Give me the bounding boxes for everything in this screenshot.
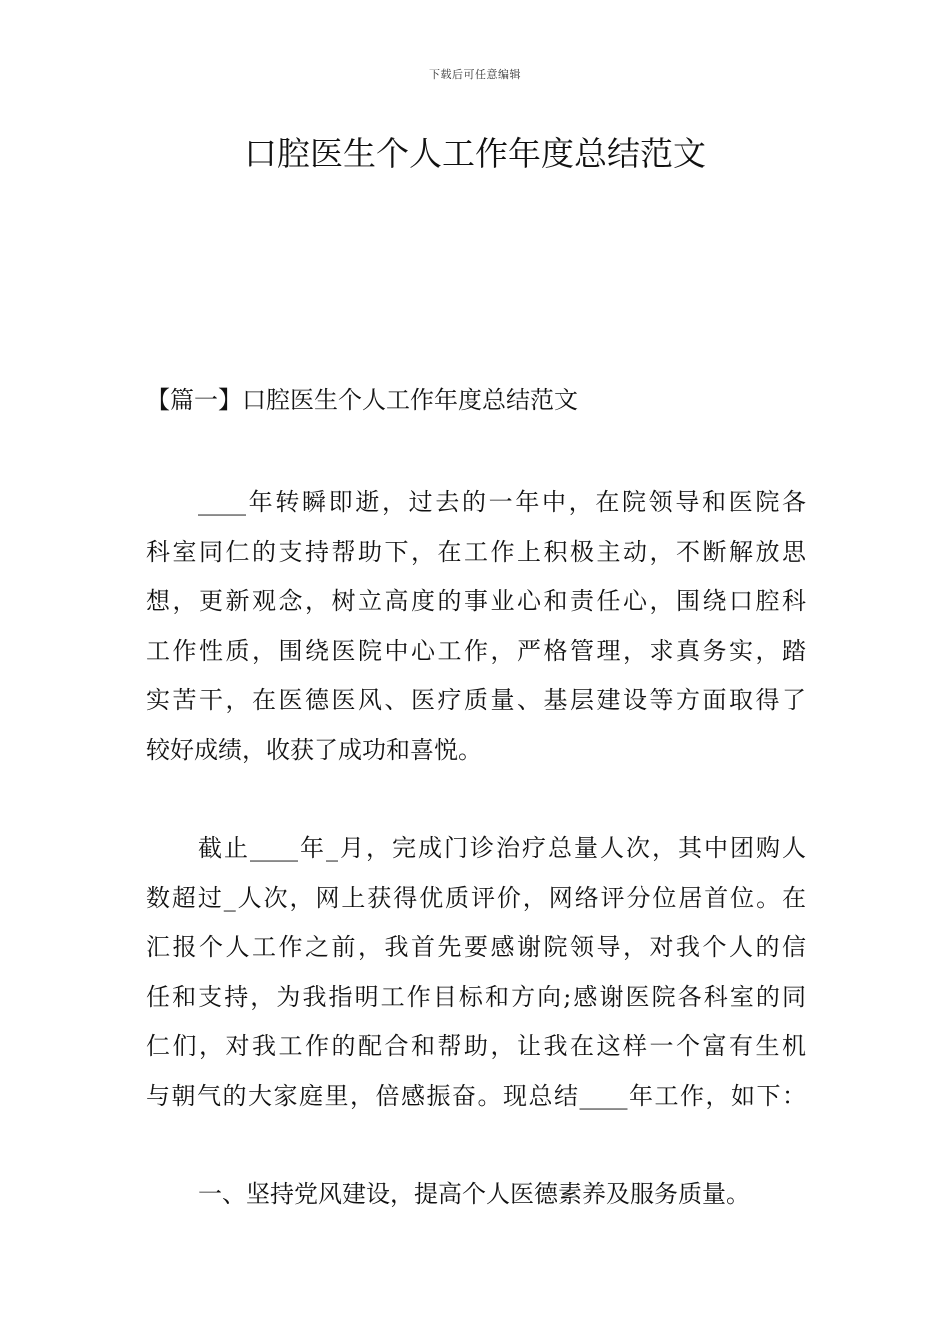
point-heading-1: 一、坚持党风建设，提高个人医德素养及服务质量。	[198, 1180, 750, 1208]
paragraph-line: 截止____年_月，完成门诊治疗总量人次，其中团购人	[198, 834, 806, 862]
paragraph-line: 与朝气的大家庭里，倍感振奋。现总结____年工作，如下：	[146, 1081, 806, 1110]
paragraph-line: 工作性质，围绕医院中心工作，严格管理，求真务实，踏	[146, 636, 806, 665]
paragraph-line: 任和支持，为我指明工作目标和方向;感谢医院各科室的同	[146, 982, 806, 1011]
paragraph-line: 数超过_人次，网上获得优质评价，网络评分位居首位。在	[146, 883, 806, 912]
document-title: 口腔医生个人工作年度总结范文	[244, 134, 706, 173]
paragraph-1	[146, 478, 806, 775]
paragraph-line: 实苦干，在医德医风、医疗质量、基层建设等方面取得了	[146, 686, 806, 714]
paragraph-2	[146, 824, 806, 1121]
paragraph-line: ____年转瞬即逝，过去的一年中，在院领导和医院各	[198, 488, 806, 516]
paragraph-line: 较好成绩，收获了成功和喜悦。	[146, 735, 482, 764]
header-note: 下载后可任意编辑	[429, 68, 521, 81]
paragraph-line: 汇报个人工作之前，我首先要感谢院领导，对我个人的信	[146, 933, 806, 961]
paragraph-line: 科室同仁的支持帮助下，在工作上积极主动，不断解放思	[146, 537, 806, 566]
section-heading: 【篇一】口腔医生个人工作年度总结范文	[146, 386, 578, 414]
paragraph-line: 仁们，对我工作的配合和帮助，让我在这样一个富有生机	[146, 1032, 806, 1060]
paragraph-line: 想，更新观念，树立高度的事业心和责任心，围绕口腔科	[146, 587, 806, 615]
